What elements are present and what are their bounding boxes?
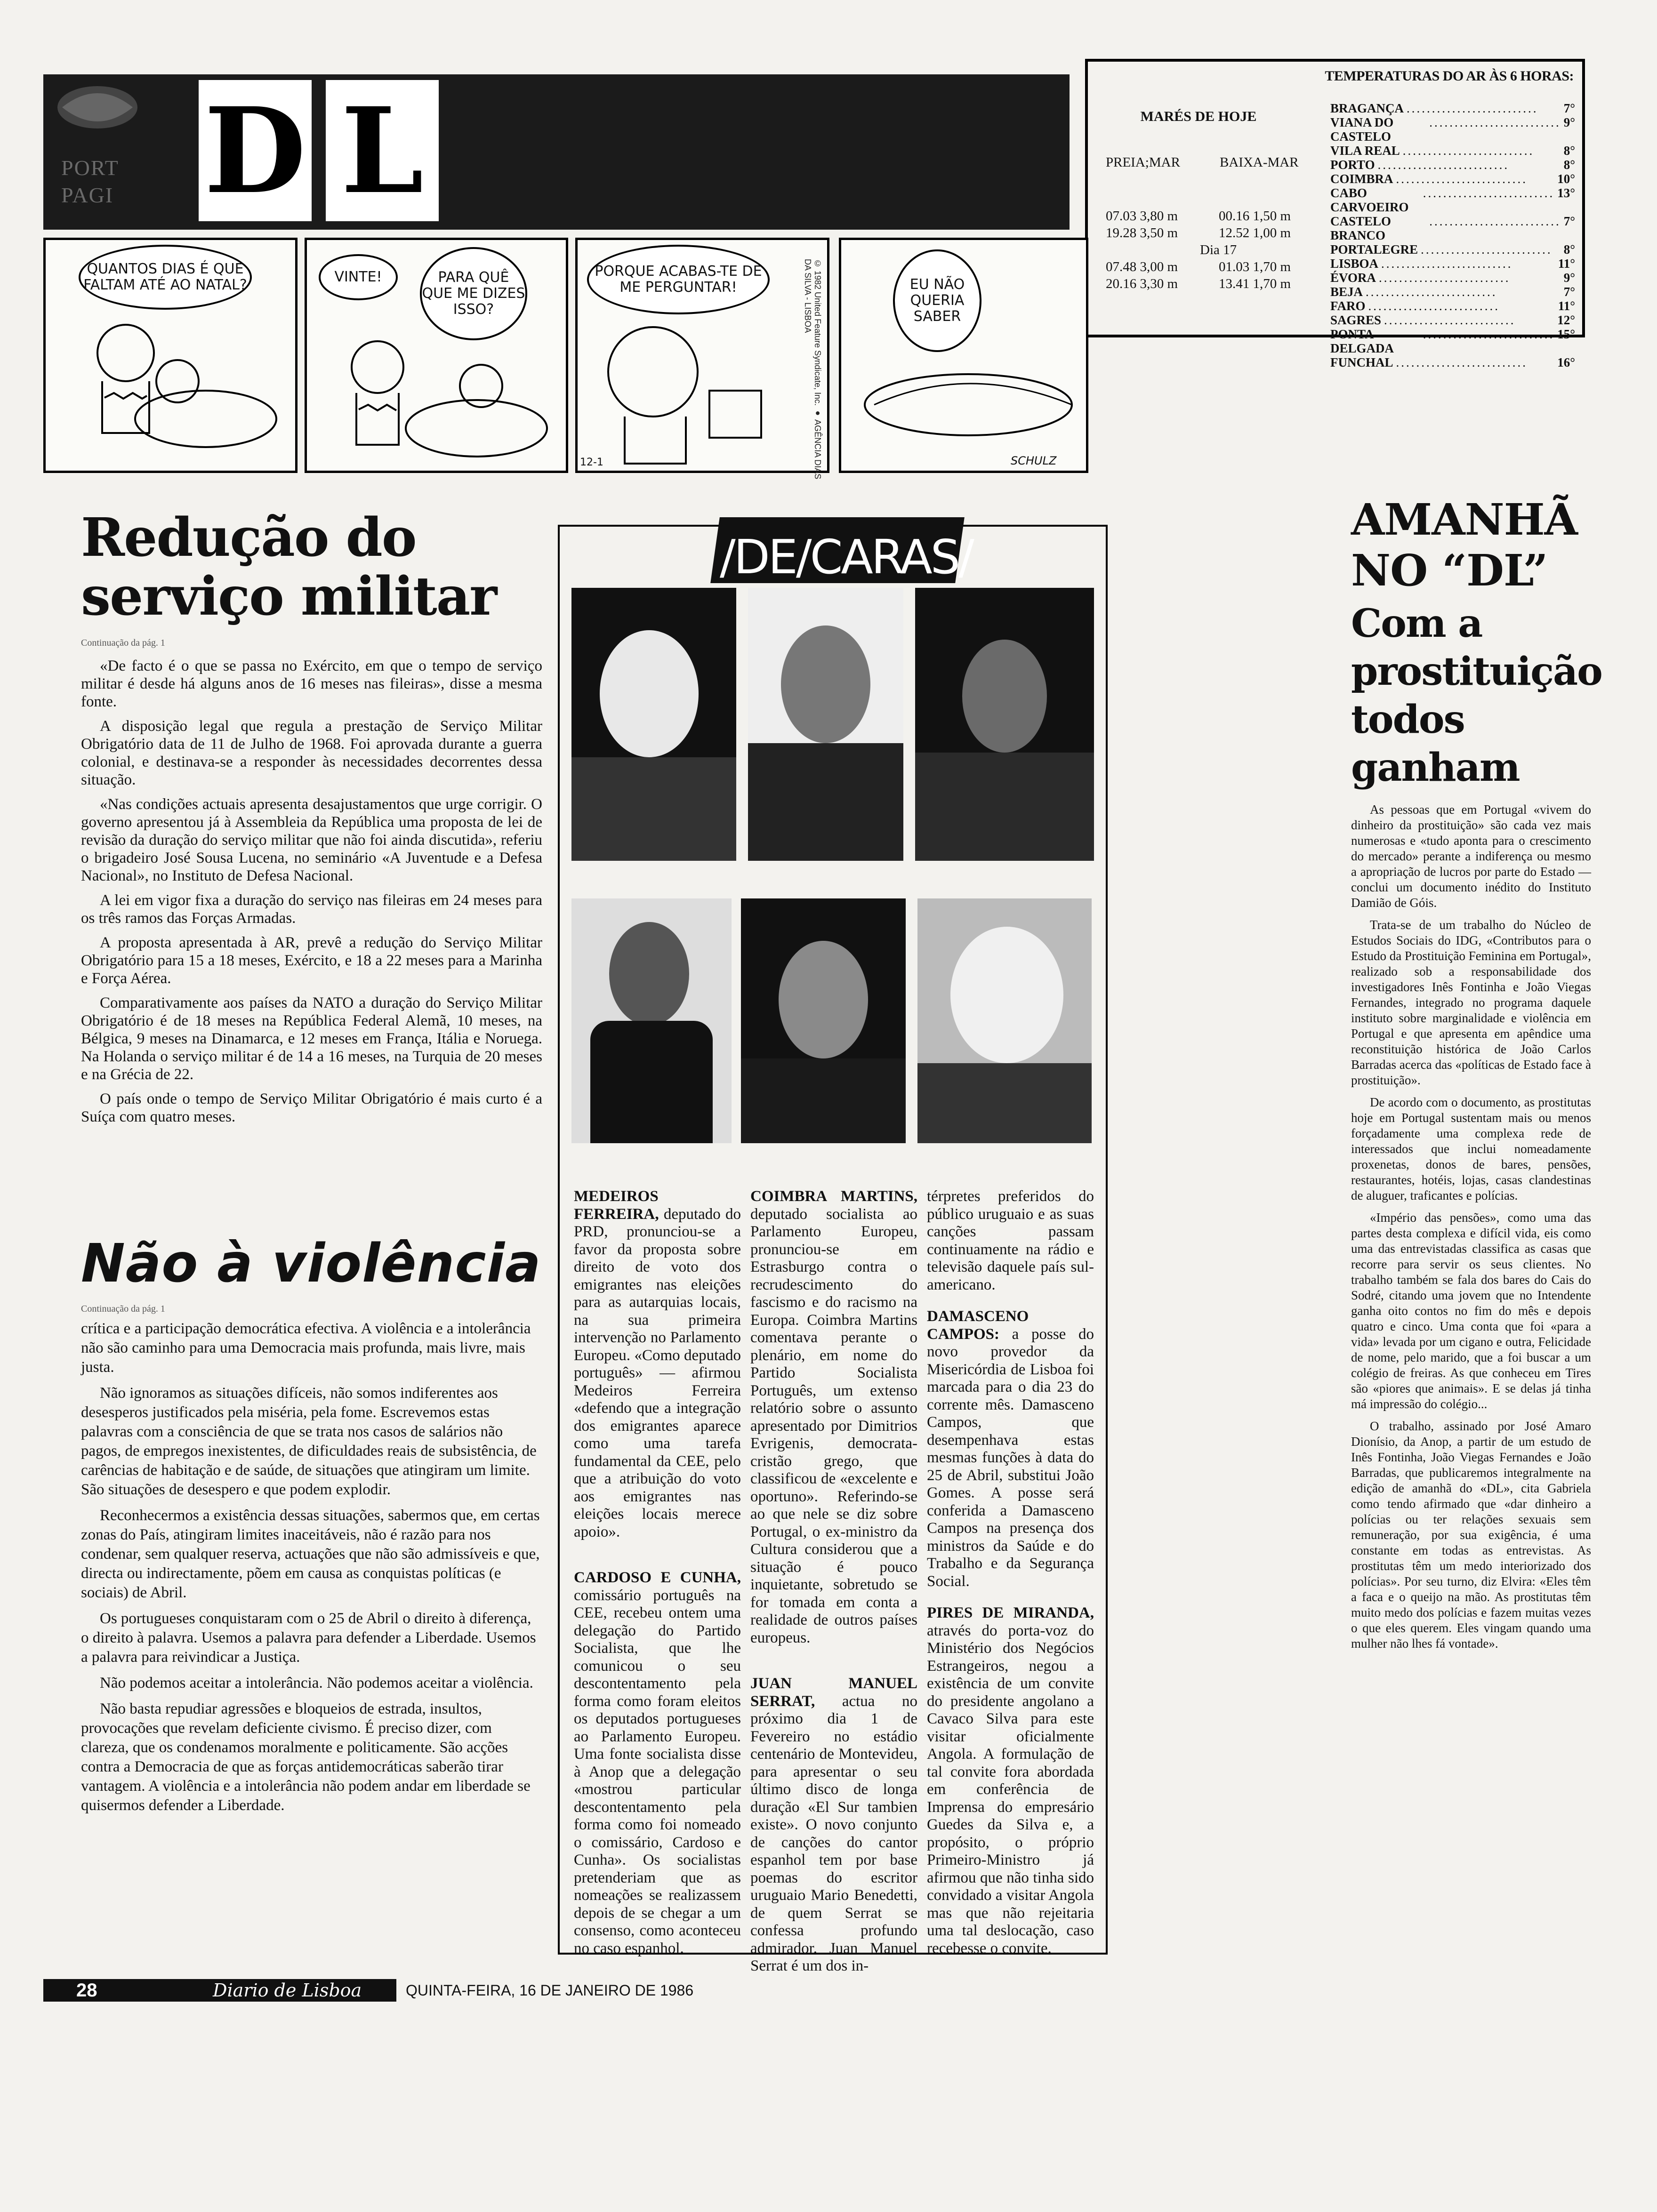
article-dl-body: As pessoas que em Portugal «vivem do dinheiro da prostituição» são cada vez mais numerosas e «tudo aponta para o crescimento do mercado» perante a indiferença ou mesmo a apropriação de lucros por parte do Estado — conclui um documento inédito do Instituto Damião de Góis. Trata-se de um trabalho do Núcleo de Estudos Sociais do IDG, «Contributos para o Estudo da Prostituição Feminina em Portugal», realizado sob a responsabilidade dos investigadores Inês Fontinha e João Viegas Fernandes, integrado no programa daquele instituto sobre marginalidade e violência em Portugal e que apresenta em apêndice uma reconstituição histórica de João Carlos Barradas acerca das «políticas de Estado face à prostituição». De acordo com o documento, as prostitutas hoje em Portugal sustentam mais ou menos forçadamente uma complexa rede de interessados que inclui nomeadamente proxenetas, donos de bares, pensões, restaurantes, hotéis, lojas, casas clandestinas de aluguer, traficantes e polícias. «Império das pensões», como uma das partes desta complexa e difícil vida, eis como uma das entrevistadas classifica as casas que recorre para servir os seus clientes. No trabalho também se fala dos bares do Cais do Sodré, citando uma jovem que no Intendente ganha oito contos no fim do mês e depois quatro e cinco. Uma conta que foi «para a vida» levada por um cigano e outra, Felicidade de nome, pelo marido, que a foi buscar a um colégio de freiras. As que conheceu em Tires são «piores que animais». E se delas já tinha má impressão do colégio... O trabalho, assinado por José Amaro Dionísio, da Anop, a partir de um estudo de Inês Fontinha, João Viegas Fernandes e João Barradas, que publicaremos integralmente na edição de amanhã do «DL», cita Gabriela como tendo afirmado que «dar dinheiro a polícias ou ter relações sexuais sem remuneração, por sua exigência, é uma constante em todas as entrevistas. As prostitutas têm um medo interiorizado dos polícias». Por seu turno, diz Elvira: «Eles têm a faca e o queijo na mão. As prostitutas têm muito medo dos polícias e fazem muitas vezes o que eles querem. Eles vingam quando uma mulher não lhes fá vontade». <box>1351 802 1591 1651</box>
comic-drawing-icon <box>74 311 272 471</box>
city-temperature: 16° <box>1557 355 1575 369</box>
temperature-row <box>1330 327 1575 355</box>
person-name: COIMBRA MARTINS, <box>750 1188 917 1205</box>
article-violence-title: Não à violência <box>81 1233 541 1294</box>
comic-panel-4 <box>839 238 1088 473</box>
temperature-row <box>1330 186 1575 214</box>
tide-row: 20.16 3,30 m 13.41 1,70 m <box>1106 276 1291 291</box>
comic-panel-2 <box>305 238 568 473</box>
continuation-note: Continuação da pág. 1 <box>81 1304 165 1314</box>
article-dl-title: Com a prostituição todos ganham <box>1351 601 1602 790</box>
city-temperature: 8° <box>1563 158 1575 172</box>
de-caras-column-3: térpretes preferidos do público uruguaio e as suas canções passam continuamente na rádio e televisão daquele país sul-americano. DAMASCENO CAMPOS: a posse do novo provedor da Misericórdia de Lisboa foi marcada para o dia 23 do corrente mês. Damasceno Campos, que desempenhava estas mesmas funções à data do 25 de Abril, substitui João Gomes. A posse será conferida a Damasceno Campos na presença dos ministros da Saúde e do Trabalho e da Segurança Social. PIRES DE MIRANDA, através do porta-voz do Ministério dos Negócios Estrangeiros, negou a existência de um convite do presidente angolano a Cavaco Silva para este visitar oficialmente Angola. A formulação de tal convite fora abordada em conferência de Imprensa do empresário Guedes da Silva e, a propósito, o próprio Primeiro-Ministro já afirmou que não tinha sido convidado a visitar Angola mas que não rejeitaria uma tal deslocação, caso recebesse o convite. <box>927 1188 1094 1957</box>
article-dl-kicker: AMANHÃ NO “DL” <box>1351 494 1577 596</box>
de-caras-section <box>558 525 1108 1974</box>
city-name: FUNCHAL <box>1330 355 1393 369</box>
masthead <box>43 74 1070 230</box>
temperature-row <box>1330 115 1575 144</box>
article-violence <box>81 1233 542 1822</box>
temperature-row <box>1330 256 1575 271</box>
article-military-body: «De facto é o que se passa no Exército, em que o tempo de serviço militar é desde há alguns anos de 16 meses nas fileiras», disse a mesma fonte. A disposição legal que regula a prestação de Serviço Militar Obrigatório data de 11 de Julho de 1968. Foi aprovada durante a guerra colonial, e destinava-se a responder às necessidades decorrentes dessa situação. «Nas condições actuais apresenta desajustamentos que urge corrigir. O governo apresentou já à Assembleia da República uma proposta de lei de revisão da duração do serviço militar que não foi ainda discutida», referiu o brigadeiro José Sousa Lucena, no seminário «A Juventude e a Defesa Nacional», no Instituto de Defesa Nacional. A lei em vigor fixa a duração do serviço nas fileiras em 24 meses para os três ramos das Forças Armadas. A proposta apresentada à AR, prevê a redução do Serviço Militar Obrigatório para 15 a 18 meses, Exército, e 18 a 22 meses para a Marinha e Força Aérea. Comparativamente aos países da NATO a duração do Serviço Militar Obrigatório é de 18 meses na República Federal Alemã, 10 meses, na Bélgica, 9 meses na Dinamarca, e 12 meses em França, Itália e Noruega. Na Holanda o serviço militar é de 14 a 16 meses, na Turquia de 20 meses e na Grécia de 22. O país onde o tempo de Serviço Militar Obrigatório é mais curto é a Suíça com quatro meses. <box>81 657 542 1125</box>
temperature-row <box>1330 242 1575 256</box>
city-name: PORTALEGRE <box>1330 242 1418 256</box>
comic-drawing-icon <box>855 348 1077 452</box>
dot-leader: .......................... <box>1429 214 1561 228</box>
dot-leader: .......................... <box>1396 355 1528 369</box>
temperature-list <box>1330 101 1575 369</box>
portrait-photo <box>571 588 736 861</box>
city-name: CASTELO BRANCO <box>1330 214 1392 242</box>
temperature-row <box>1330 214 1575 242</box>
dot-leader: .......................... <box>1429 115 1561 129</box>
city-name: ÉVORA <box>1330 271 1376 285</box>
city-temperature: 8° <box>1563 144 1575 158</box>
city-name: PORTO <box>1330 158 1375 172</box>
portrait-photo <box>741 898 906 1143</box>
dot-leader: .......................... <box>1378 271 1511 285</box>
high-tide-header: PREIA;MAR <box>1106 155 1180 170</box>
dot-leader: .......................... <box>1407 101 1538 115</box>
newspaper-name: Diario de Lisboa <box>213 1980 362 2001</box>
weather-tides-box <box>1085 59 1585 369</box>
city-name: COIMBRA <box>1330 172 1393 186</box>
city-temperature: 8° <box>1563 242 1575 256</box>
logo-letter-l: L <box>326 80 439 221</box>
comic-credit: © 1982 United Feature Syndicate, Inc. ● AGÊNCIA DIAS DA SILVA - LISBOA <box>803 259 822 480</box>
temperature-row <box>1330 355 1575 369</box>
comic-drawing-icon <box>326 334 552 471</box>
temperature-row <box>1330 285 1575 299</box>
tide-row: 19.28 3,50 m 12.52 1,00 m <box>1106 225 1291 240</box>
temperature-row <box>1330 271 1575 285</box>
low-tide-header: BAIXA-MAR <box>1220 155 1299 170</box>
city-temperature: 15° <box>1557 327 1575 341</box>
tides-title: MARÉS DE HOJE <box>1140 109 1257 124</box>
city-temperature: 11° <box>1558 256 1575 271</box>
comic-strip <box>43 238 1088 480</box>
person-name: PIRES DE MIRANDA, <box>927 1604 1094 1621</box>
article-violence-body: crítica e a participação democrática efectiva. A violência e a intolerância não são caminho para uma Democracia mais profunda, mais livre, mais justa. Não ignoramos as situações difíceis, não somos indiferentes aos desesperos justificados pela miséria, pela fome. Escrevemos estas palavras com a consciência de que se trata nos casos de salários não pagos, de empregos inexistentes, de dificuldades reais de subsistência, de carências de habitação e de saúde, de situações que atingiram um limite. São situações de desespero e que podem explodir. Reconhecermos a existência dessas situações, sabermos que, em certas zonas do País, atingiram limites inaceitáveis, não é razão para nos condenar, sem qualquer reserva, actuações que não são admissíveis e que, directa ou indirectamente, põem em causa as conquistas políticas (e sociais) de Abril. Os portugueses conquistaram com o 25 de Abril o direito à diferença, o direito à palavra. Usemos a palavra para defender a Liberdade. Usemos a palavra para reivindicar a Justiça. Não podemos aceitar a intolerância. Não podemos aceitar a violência. Não basta repudiar agressões e bloqueios de estrada, insultos, provocações que revelam deficiente civismo. É preciso dizer, com clareza, que os condenamos moralmente e politicamente. São acções contra a Democracia de que as forças antidemocráticas saberão tirar vantagem. A violência e a intolerância não podem andar em liberdade se quisermos defender a Liberdade. <box>81 1320 540 1814</box>
comic-panel-3 <box>575 238 829 480</box>
city-name: VILA REAL <box>1330 144 1400 158</box>
temperature-row <box>1330 101 1575 115</box>
speech-bubble: EU NÃO QUERIA SABER <box>893 249 981 352</box>
city-temperature: 7° <box>1563 214 1575 228</box>
portrait-photo <box>917 898 1092 1143</box>
dot-leader: .......................... <box>1384 313 1516 327</box>
person-name: CARDOSO E CUNHA, <box>574 1569 741 1586</box>
page-footer <box>43 1979 749 2003</box>
logo-letter-d: D <box>199 80 312 221</box>
de-caras-column-1: MEDEIROS FERREIRA, deputado do PRD, pronunciou-se a favor da proposta sobre direito de voto dos emigrantes nas eleições para as autarquias locais, na sua primeira intervenção no Parlamento Europeu. «Como deputado português» — afirmou Medeiros Ferreira «defendo que a integração dos emigrantes aparece como uma tarefa fundamental da CEE, pelo que a atribuição do voto aos emigrantes nas eleições locais merece apoio». CARDOSO E CUNHA, comissário português na CEE, recebeu ontem uma delegação do Partido Socialista, que lhe comunicou o seu descontentamento pela forma como foram eleitos os deputados portugueses ao Parlamento Europeu. Uma fonte socialista disse à Anop que a delegação «mostrou particular descontentamento pela forma como foi nomeado o comissário, Cardoso e Cunha». Os socialistas pretenderiam que as nomeações se realizassem depois de se chegar a um consenso, como aconteceu no caso espanhol. <box>574 1188 741 1957</box>
page-number: 28 <box>76 1980 97 2001</box>
person-name: DAMASCENO CAMPOS: <box>927 1308 1029 1343</box>
dot-leader: .......................... <box>1377 158 1510 172</box>
dot-leader: .......................... <box>1423 186 1555 200</box>
city-temperature: 7° <box>1563 101 1575 115</box>
city-temperature: 11° <box>1558 299 1575 313</box>
city-temperature: 7° <box>1563 285 1575 299</box>
article-military <box>81 508 542 1132</box>
issue-date: QUINTA-FEIRA, 16 DE JANEIRO DE 1986 <box>406 1982 694 1999</box>
article-dl-tomorrow <box>1351 494 1602 1658</box>
dot-leader: .......................... <box>1423 327 1555 341</box>
ornament-icon <box>53 79 142 136</box>
city-temperature: 9° <box>1563 271 1575 285</box>
temperature-row <box>1330 158 1575 172</box>
dot-leader: .......................... <box>1368 299 1500 313</box>
city-temperature: 13° <box>1557 186 1575 200</box>
continuation-note: Continuação da pág. 1 <box>81 638 165 648</box>
portrait-photo <box>748 588 903 861</box>
tide-row: Dia 17 <box>1200 242 1237 257</box>
temperature-row <box>1330 172 1575 186</box>
masthead-ghost-text: PORT PAGI <box>61 156 119 207</box>
city-name: FARO <box>1330 299 1366 313</box>
dot-leader: .......................... <box>1396 172 1528 186</box>
portrait-photo <box>571 898 732 1143</box>
city-temperature: 10° <box>1557 172 1575 186</box>
temperature-row <box>1330 313 1575 327</box>
temperature-row <box>1330 144 1575 158</box>
person-name: MEDEIROS FERREIRA, <box>574 1188 659 1223</box>
comic-date: 12-1 <box>580 457 603 468</box>
dot-leader: .......................... <box>1402 144 1535 158</box>
city-temperature: 9° <box>1563 115 1575 129</box>
tide-row: 07.03 3,80 m 00.16 1,50 m <box>1106 208 1291 224</box>
city-name: BRAGANÇA <box>1330 101 1404 115</box>
comic-panel-1 <box>43 238 298 473</box>
speech-bubble: QUANTOS DIAS É QUE FALTAM ATÉ AO NATAL? <box>79 245 252 310</box>
dot-leader: .......................... <box>1366 285 1497 299</box>
person-name: JUAN MANUEL SERRAT, <box>750 1675 917 1710</box>
comic-drawing-icon <box>587 320 785 471</box>
city-name: BEJA <box>1330 285 1363 299</box>
city-temperature: 12° <box>1557 313 1575 327</box>
de-caras-column-2: COIMBRA MARTINS, deputado socialista ao Parlamento Europeu, pronunciou-se em Estrasburgo contra o recrudescimento do fascismo e do racismo na Europa. Coimbra Martins comentava perante o plenário, em nome do Partido Socialista Português, um extenso relatório sobre o assunto apresentado por Dimitrios Evrigenis, democrata-cristão grego, que classificou de «excelente e oportuno». Referindo-se ao que nele se diz sobre Portugal, o ex-ministro da Cultura considerou que a situação é pouco inquietante, sobretudo se for tomada em conta a realidade de outros países europeus. JUAN MANUEL SERRAT, actua no próximo dia 1 de Fevereiro no estádio centenário de Montevideu, para apresentar o seu último disco de longa duração «El Sur tambien existe». O novo conjunto de canções do cantor espanhol tem por base poemas do escritor uruguaio Mario Benedetti, de quem Serrat se confessa profundo admirador. Juan Manuel Serrat é um dos in- <box>750 1188 917 1974</box>
city-name: VIANA DO CASTELO <box>1330 115 1394 144</box>
temperatures-title: TEMPERATURAS DO AR ÀS 6 HORAS: <box>1325 68 1574 84</box>
dot-leader: .......................... <box>1381 256 1513 271</box>
comic-signature: SCHULZ <box>1011 454 1057 467</box>
dot-leader: .......................... <box>1421 242 1552 256</box>
city-name: SAGRES <box>1330 313 1382 327</box>
de-caras-title: /DE/CARAS/ <box>720 529 973 585</box>
city-name: PONTA DELGADA <box>1330 327 1394 355</box>
speech-bubble: VINTE! <box>319 254 398 300</box>
speech-bubble: PARA QUÊ QUE ME DIZES ISSO? <box>420 247 527 340</box>
speech-bubble: PORQUE ACABAS-TE DE ME PERGUNTAR! <box>587 245 770 314</box>
temperature-row <box>1330 299 1575 313</box>
article-military-title: Redução do serviço militar <box>81 507 497 627</box>
portrait-photo <box>915 588 1094 861</box>
city-name: LISBOA <box>1330 256 1379 271</box>
city-name: CABO CARVOEIRO <box>1330 186 1409 214</box>
tide-row: 07.48 3,00 m 01.03 1,70 m <box>1106 259 1291 274</box>
